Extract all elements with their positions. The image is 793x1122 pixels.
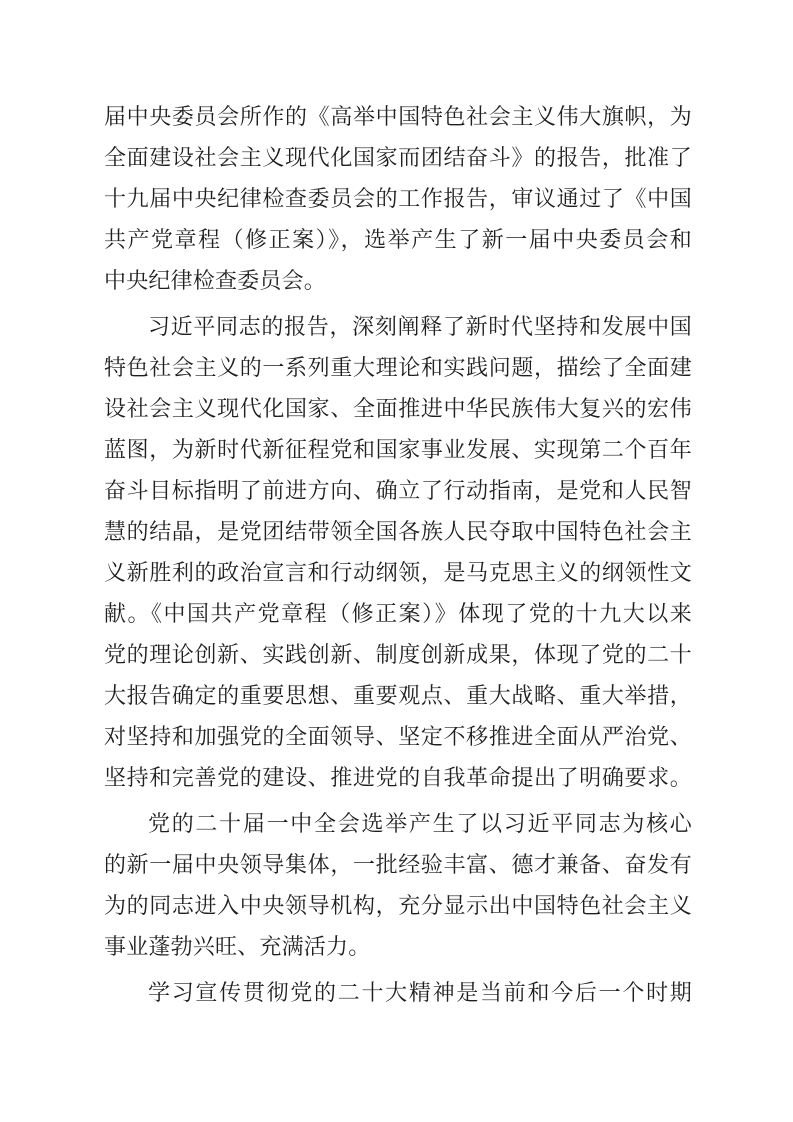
paragraph	[104, 803, 692, 967]
paragraph	[104, 972, 692, 1013]
text-line: 奋斗目标指明了前进方向、确立了行动指南，是党和人民智	[104, 478, 692, 503]
text-line: 蓝图，为新时代新征程党和国家事业发展、实现第二个百年	[104, 437, 692, 462]
text-line: 的新一届中央领导集体，一批经验丰富、德才兼备、奋发有	[104, 852, 692, 877]
text-line: 届中央委员会所作的《高举中国特色社会主义伟大旗帜，为	[104, 104, 692, 129]
text-line: 十九届中央纪律检查委员会的工作报告，审议通过了《中国	[104, 186, 692, 211]
text-line: 共产党章程（修正案）》，选举产生了新一届中央委员会和	[104, 227, 692, 252]
text-line: 为的同志进入中央领导机构，充分显示出中国特色社会主义	[104, 893, 692, 918]
text-line: 献。《中国共产党章程（修正案）》体现了党的十九大以来	[104, 601, 692, 626]
text-line: 习近平同志的报告，深刻阐释了新时代坚持和发展中国	[148, 314, 692, 339]
text-line: 坚持和完善党的建设、推进党的自我革命提出了明确要求。	[104, 765, 692, 790]
text-line: 大报告确定的重要思想、重要观点、重大战略、重大举措，	[104, 683, 692, 708]
text-line: 中央纪律检查委员会。	[104, 268, 327, 293]
text-line: 事业蓬勃兴旺、充满活力。	[104, 934, 371, 959]
text-line: 党的二十届一中全会选举产生了以习近平同志为核心	[148, 811, 692, 836]
text-line: 全面建设社会主义现代化国家而团结奋斗》的报告，批准了	[104, 145, 692, 170]
text-line: 设社会主义现代化国家、全面推进中华民族伟大复兴的宏伟	[104, 396, 692, 421]
text-line: 慧的结晶，是党团结带领全国各族人民夺取中国特色社会主	[104, 519, 692, 544]
text-line: 学习宣传贯彻党的二十大精神是当前和今后一个时期	[148, 980, 692, 1005]
text-line: 特色社会主义的一系列重大理论和实践问题，描绘了全面建	[104, 355, 692, 380]
paragraph	[104, 96, 692, 301]
paragraph	[104, 306, 692, 798]
document-text-block	[104, 96, 692, 1013]
text-line: 对坚持和加强党的全面领导、坚定不移推进全面从严治党、	[104, 724, 692, 749]
text-line: 党的理论创新、实践创新、制度创新成果，体现了党的二十	[104, 642, 692, 667]
text-line: 义新胜利的政治宣言和行动纲领，是马克思主义的纲领性文	[104, 560, 692, 585]
